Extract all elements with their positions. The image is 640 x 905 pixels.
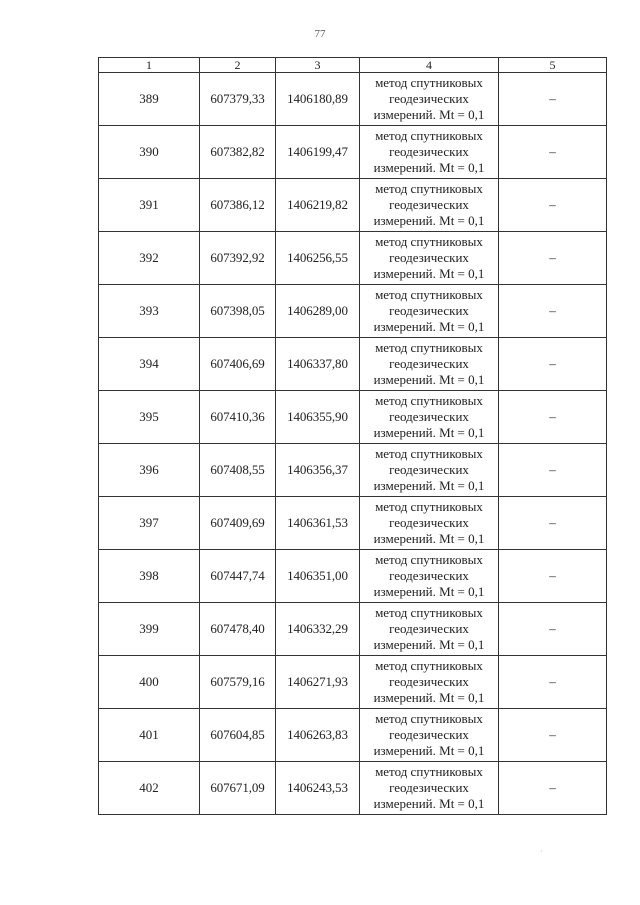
method-cell bbox=[360, 232, 499, 285]
note-cell: – bbox=[499, 232, 607, 285]
method-line: измерений. Mt = 0,1 bbox=[373, 584, 485, 599]
table-row bbox=[99, 444, 607, 497]
point-number-cell: 401 bbox=[99, 709, 200, 762]
coordinate-y-cell: 1406337,80 bbox=[276, 338, 360, 391]
coordinate-x-cell: 607386,12 bbox=[200, 179, 276, 232]
point-number-cell: 394 bbox=[99, 338, 200, 391]
method-line: измерений. Mt = 0,1 bbox=[373, 637, 485, 652]
method-line: измерений. Mt = 0,1 bbox=[373, 266, 485, 281]
note-cell: – bbox=[499, 550, 607, 603]
note-cell: – bbox=[499, 73, 607, 126]
coordinate-y-cell: 1406199,47 bbox=[276, 126, 360, 179]
coordinate-y-cell: 1406351,00 bbox=[276, 550, 360, 603]
method-line: геодезических bbox=[389, 621, 469, 636]
method-line: геодезических bbox=[389, 780, 469, 795]
method-line: метод спутниковых bbox=[375, 764, 483, 779]
coordinates-table bbox=[98, 57, 607, 815]
method-line: геодезических bbox=[389, 515, 469, 530]
method-line: геодезических bbox=[389, 144, 469, 159]
method-line: измерений. Mt = 0,1 bbox=[373, 531, 485, 546]
method-line: измерений. Mt = 0,1 bbox=[373, 160, 485, 175]
note-cell: – bbox=[499, 285, 607, 338]
method-line: измерений. Mt = 0,1 bbox=[373, 796, 485, 811]
method-line: метод спутниковых bbox=[375, 552, 483, 567]
method-line: геодезических bbox=[389, 568, 469, 583]
coordinate-x-cell: 607382,82 bbox=[200, 126, 276, 179]
method-cell bbox=[360, 603, 499, 656]
page-number: 77 bbox=[314, 28, 326, 40]
corner-mark: · bbox=[540, 847, 543, 856]
method-line: метод спутниковых bbox=[375, 393, 483, 408]
coordinate-x-cell: 607398,05 bbox=[200, 285, 276, 338]
point-number-cell: 390 bbox=[99, 126, 200, 179]
method-line: измерений. Mt = 0,1 bbox=[373, 372, 485, 387]
note-cell: – bbox=[499, 179, 607, 232]
note-cell: – bbox=[499, 603, 607, 656]
method-line: геодезических bbox=[389, 727, 469, 742]
note-cell: – bbox=[499, 391, 607, 444]
table-row bbox=[99, 603, 607, 656]
point-number-cell: 393 bbox=[99, 285, 200, 338]
note-cell: – bbox=[499, 497, 607, 550]
coordinate-x-cell: 607409,69 bbox=[200, 497, 276, 550]
method-line: геодезических bbox=[389, 356, 469, 371]
note-cell: – bbox=[499, 126, 607, 179]
point-number-cell: 398 bbox=[99, 550, 200, 603]
method-cell bbox=[360, 126, 499, 179]
method-line: метод спутниковых bbox=[375, 340, 483, 355]
header-col-2: 2 bbox=[200, 58, 276, 73]
method-line: геодезических bbox=[389, 250, 469, 265]
method-line: геодезических bbox=[389, 197, 469, 212]
method-cell bbox=[360, 709, 499, 762]
method-line: измерений. Mt = 0,1 bbox=[373, 213, 485, 228]
point-number-cell: 389 bbox=[99, 73, 200, 126]
table-row bbox=[99, 73, 607, 126]
table-row bbox=[99, 338, 607, 391]
method-line: метод спутниковых bbox=[375, 499, 483, 514]
method-line: метод спутниковых bbox=[375, 75, 483, 90]
table-row bbox=[99, 391, 607, 444]
method-line: измерений. Mt = 0,1 bbox=[373, 690, 485, 705]
method-line: метод спутниковых bbox=[375, 287, 483, 302]
point-number-cell: 395 bbox=[99, 391, 200, 444]
header-col-3: 3 bbox=[276, 58, 360, 73]
table-row bbox=[99, 762, 607, 815]
note-cell: – bbox=[499, 338, 607, 391]
table-row bbox=[99, 550, 607, 603]
note-cell: – bbox=[499, 709, 607, 762]
coordinate-y-cell: 1406356,37 bbox=[276, 444, 360, 497]
table-row bbox=[99, 232, 607, 285]
coordinate-x-cell: 607410,36 bbox=[200, 391, 276, 444]
point-number-cell: 397 bbox=[99, 497, 200, 550]
header-col-1: 1 bbox=[99, 58, 200, 73]
point-number-cell: 396 bbox=[99, 444, 200, 497]
point-number-cell: 400 bbox=[99, 656, 200, 709]
method-line: геодезических bbox=[389, 91, 469, 106]
table-row bbox=[99, 709, 607, 762]
method-line: измерений. Mt = 0,1 bbox=[373, 107, 485, 122]
method-line: метод спутниковых bbox=[375, 605, 483, 620]
coordinate-x-cell: 607447,74 bbox=[200, 550, 276, 603]
point-number-cell: 392 bbox=[99, 232, 200, 285]
method-line: метод спутниковых bbox=[375, 711, 483, 726]
method-cell bbox=[360, 73, 499, 126]
method-line: метод спутниковых bbox=[375, 446, 483, 461]
method-line: метод спутниковых bbox=[375, 658, 483, 673]
method-cell bbox=[360, 762, 499, 815]
point-number-cell: 402 bbox=[99, 762, 200, 815]
coordinate-y-cell: 1406219,82 bbox=[276, 179, 360, 232]
method-line: измерений. Mt = 0,1 bbox=[373, 425, 485, 440]
method-line: метод спутниковых bbox=[375, 181, 483, 196]
method-line: геодезических bbox=[389, 462, 469, 477]
coordinate-x-cell: 607671,09 bbox=[200, 762, 276, 815]
table-body bbox=[99, 73, 607, 815]
coordinate-x-cell: 607406,69 bbox=[200, 338, 276, 391]
coordinate-y-cell: 1406243,53 bbox=[276, 762, 360, 815]
point-number-cell: 399 bbox=[99, 603, 200, 656]
coordinate-x-cell: 607392,92 bbox=[200, 232, 276, 285]
table-row bbox=[99, 656, 607, 709]
coordinate-y-cell: 1406271,93 bbox=[276, 656, 360, 709]
point-number-cell: 391 bbox=[99, 179, 200, 232]
method-line: метод спутниковых bbox=[375, 128, 483, 143]
table-header-row bbox=[99, 58, 607, 73]
method-line: геодезических bbox=[389, 674, 469, 689]
method-cell bbox=[360, 338, 499, 391]
method-line: геодезических bbox=[389, 409, 469, 424]
method-cell bbox=[360, 444, 499, 497]
table-row bbox=[99, 179, 607, 232]
coordinate-y-cell: 1406180,89 bbox=[276, 73, 360, 126]
method-cell bbox=[360, 391, 499, 444]
method-cell bbox=[360, 179, 499, 232]
header-col-5: 5 bbox=[499, 58, 607, 73]
coordinate-x-cell: 607379,33 bbox=[200, 73, 276, 126]
method-cell bbox=[360, 497, 499, 550]
table-row bbox=[99, 126, 607, 179]
table-row bbox=[99, 285, 607, 338]
header-col-4: 4 bbox=[360, 58, 499, 73]
note-cell: – bbox=[499, 444, 607, 497]
coordinate-y-cell: 1406332,29 bbox=[276, 603, 360, 656]
method-cell bbox=[360, 285, 499, 338]
coordinate-y-cell: 1406355,90 bbox=[276, 391, 360, 444]
table-row bbox=[99, 497, 607, 550]
method-line: метод спутниковых bbox=[375, 234, 483, 249]
coordinate-x-cell: 607478,40 bbox=[200, 603, 276, 656]
coordinate-x-cell: 607604,85 bbox=[200, 709, 276, 762]
coordinate-y-cell: 1406256,55 bbox=[276, 232, 360, 285]
method-line: измерений. Mt = 0,1 bbox=[373, 743, 485, 758]
coordinate-x-cell: 607408,55 bbox=[200, 444, 276, 497]
coordinate-x-cell: 607579,16 bbox=[200, 656, 276, 709]
method-cell bbox=[360, 656, 499, 709]
coordinate-y-cell: 1406361,53 bbox=[276, 497, 360, 550]
method-line: измерений. Mt = 0,1 bbox=[373, 319, 485, 334]
coordinate-y-cell: 1406289,00 bbox=[276, 285, 360, 338]
note-cell: – bbox=[499, 656, 607, 709]
method-line: геодезических bbox=[389, 303, 469, 318]
method-line: измерений. Mt = 0,1 bbox=[373, 478, 485, 493]
coordinate-y-cell: 1406263,83 bbox=[276, 709, 360, 762]
note-cell: – bbox=[499, 762, 607, 815]
method-cell bbox=[360, 550, 499, 603]
